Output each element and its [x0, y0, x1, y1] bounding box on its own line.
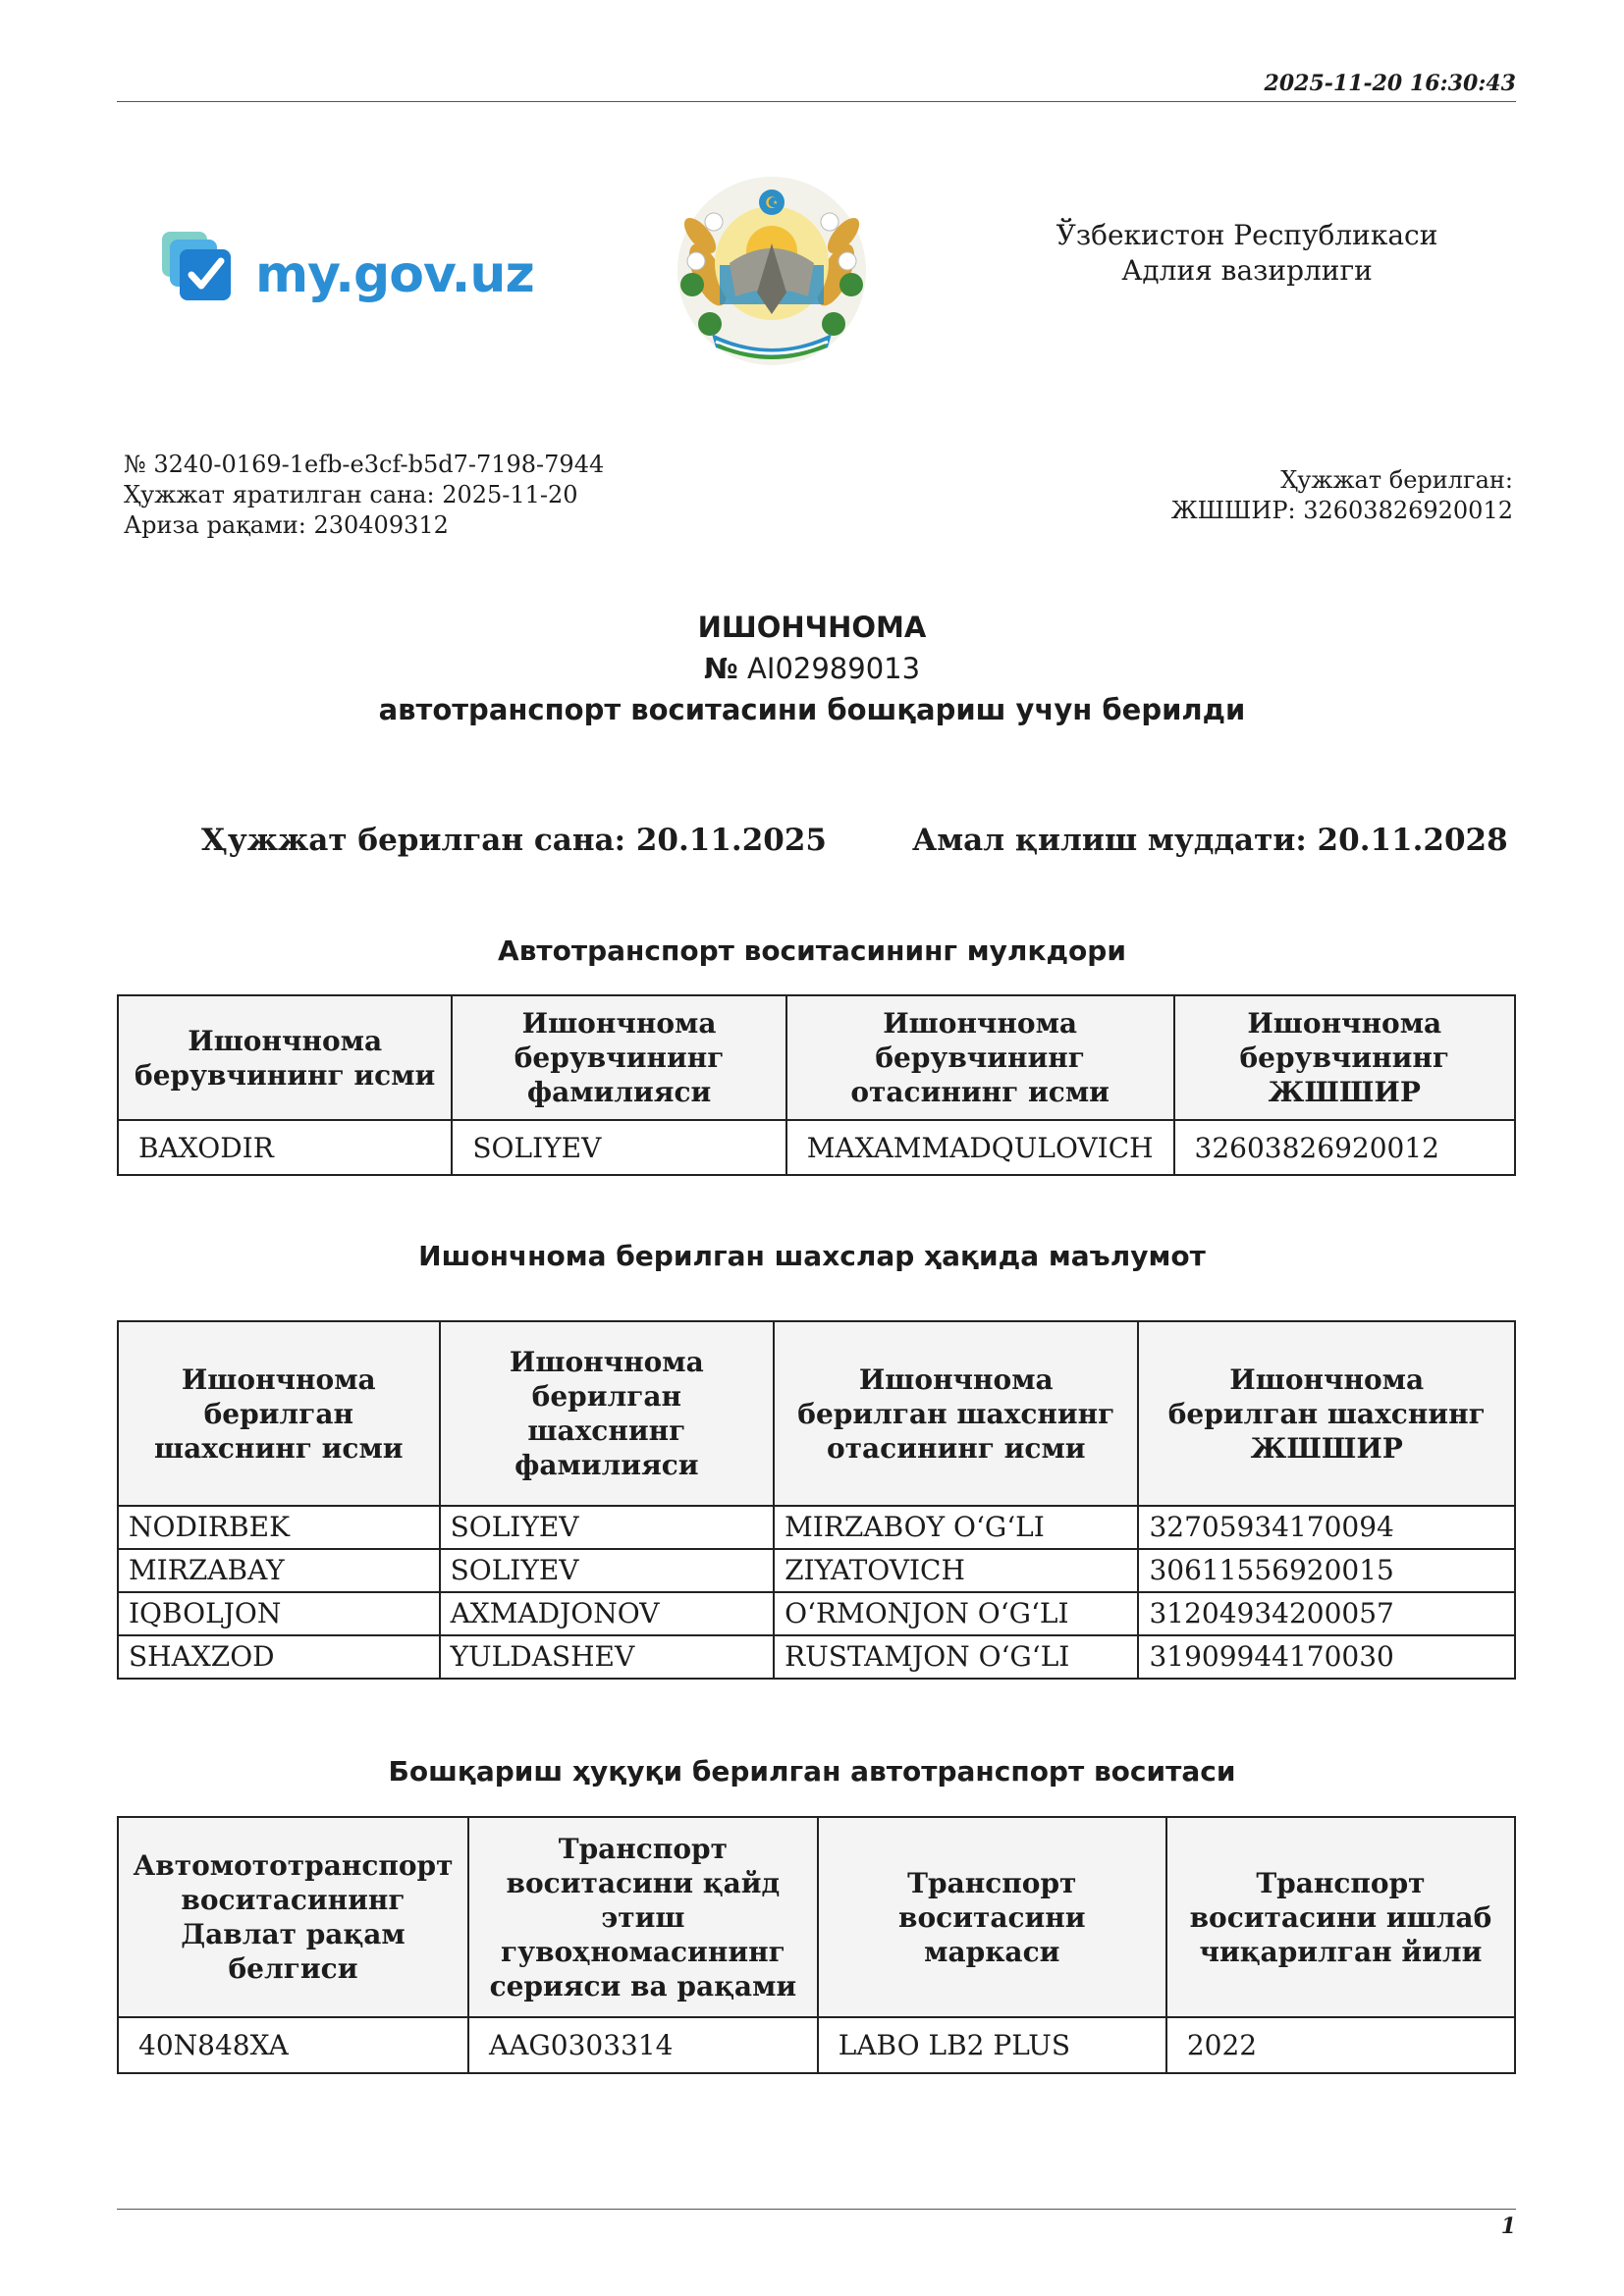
print-timestamp: 2025-11-20 16:30:43 — [1264, 71, 1516, 96]
issued-to-pinfl: ЖШШИР: 32603826920012 — [1170, 497, 1513, 524]
table-cell: AAG0303314 — [468, 2017, 818, 2073]
mygov-logo-text: my.gov.uz — [255, 245, 534, 304]
table-header-cell: Ишончнома берилган шахснинг ЖШШИР — [1138, 1321, 1515, 1506]
table-cell: 31204934200057 — [1138, 1592, 1515, 1635]
table-row — [118, 1635, 1515, 1679]
issue-date: Ҳужжат берилган сана: 20.11.2025 — [201, 823, 827, 858]
document-number-value: AI02989013 — [747, 652, 921, 685]
vehicle-table — [117, 1816, 1516, 2074]
header-rule — [117, 101, 1516, 102]
table-header-cell: Ишончнома берувчининг ЖШШИР — [1174, 995, 1515, 1120]
table-cell: 2022 — [1166, 2017, 1515, 2073]
table-row — [118, 2017, 1515, 2073]
table-cell: SOLIYEV — [452, 1120, 785, 1175]
footer-rule — [117, 2209, 1516, 2210]
table-cell: NODIRBEK — [118, 1506, 440, 1549]
document-title: ИШОНЧНОМА — [697, 611, 927, 644]
table-row — [118, 1506, 1515, 1549]
table-cell: SHAXZOD — [118, 1635, 440, 1679]
table-cell: SOLIYEV — [440, 1506, 775, 1549]
table-cell: ZIYATOVICH — [774, 1549, 1138, 1592]
table-header-cell: Транспорт воситасини қайд этиш гувоҳномасининг серияси ва рақами — [468, 1817, 818, 2017]
table-header-cell: Транспорт воситасини ишлаб чиқарилган йили — [1166, 1817, 1515, 2017]
table-cell: YULDASHEV — [440, 1635, 775, 1679]
table-row — [118, 1120, 1515, 1175]
table-header-cell: Ишончнома берилган шахснинг фамилияси — [440, 1321, 775, 1506]
table-header-cell: Ишончнома берувчининг исми — [118, 995, 452, 1120]
table-cell: MAXAMMADQULOVICH — [786, 1120, 1174, 1175]
persons-table — [117, 1320, 1516, 1680]
table-cell: MIRZABOY O‘G‘LI — [774, 1506, 1138, 1549]
table-cell: 32603826920012 — [1174, 1120, 1515, 1175]
document-subtitle: автотранспорт воситасини бошқариш учун берилди — [378, 693, 1246, 726]
table-header-row — [118, 1817, 1515, 2017]
number-sign: № — [703, 652, 738, 685]
issuing-authority-country: Ўзбекистон Республикаси — [1056, 219, 1438, 251]
page-number: 1 — [1500, 2214, 1516, 2239]
table-header-cell: Автомототранспорт воситасининг Давлат рақам белгиси — [118, 1817, 468, 2017]
table-cell: 40N848XA — [118, 2017, 468, 2073]
table-cell: BAXODIR — [118, 1120, 452, 1175]
table-cell: IQBOLJON — [118, 1592, 440, 1635]
document-number — [0, 648, 1624, 689]
table-cell: 30611556920015 — [1138, 1549, 1515, 1592]
table-cell: 31909944170030 — [1138, 1635, 1515, 1679]
table-cell: 32705934170094 — [1138, 1506, 1515, 1549]
table-cell: SOLIYEV — [440, 1549, 775, 1592]
table-header-cell: Транспорт воситасини маркаси — [818, 1817, 1166, 2017]
issuing-authority-ministry: Адлия вазирлиги — [1121, 254, 1373, 287]
checkmark-badge-icon — [162, 232, 241, 310]
table-header-row — [118, 995, 1515, 1120]
table-header-cell: Ишончнома берилган шахснинг исми — [118, 1321, 440, 1506]
table-header-cell: Ишончнома берилган шахснинг отасининг исми — [774, 1321, 1138, 1506]
svg-text:☪: ☪ — [764, 193, 780, 212]
document-created-date: Ҳужжат яратилган сана: 2025-11-20 — [124, 481, 578, 508]
valid-until-date: Амал қилиш муддати: 20.11.2028 — [912, 823, 1508, 858]
application-number: Ариза рақами: 230409312 — [124, 511, 449, 539]
table-cell: RUSTAMJON O‘G‘LI — [774, 1635, 1138, 1679]
table-cell: MIRZABAY — [118, 1549, 440, 1592]
table-row — [118, 1549, 1515, 1592]
owner-section-title: Автотранспорт воситасининг мулкдори — [498, 934, 1126, 967]
issuing-authority — [1001, 218, 1492, 289]
table-header-row — [118, 1321, 1515, 1506]
issued-to — [1171, 465, 1513, 526]
mygov-logo — [162, 224, 534, 312]
table-cell: AXMADJONOV — [440, 1592, 775, 1635]
document-id: № 3240-0169-1efb-e3cf-b5d7-7198-7944 — [124, 451, 605, 478]
table-cell: LABO LB2 PLUS — [818, 2017, 1166, 2073]
owner-table — [117, 994, 1516, 1176]
document-meta — [124, 450, 604, 541]
state-emblem-icon — [671, 167, 873, 369]
persons-section-title: Ишончнома берилган шахслар ҳақида маълумот — [418, 1240, 1206, 1272]
table-cell: O‘RMONJON O‘G‘LI — [774, 1592, 1138, 1635]
table-header-cell: Ишончнома берувчининг отасининг исми — [786, 995, 1174, 1120]
vehicle-section-title: Бошқариш ҳуқуқи берилган автотранспорт воситаси — [388, 1755, 1236, 1788]
issued-to-label: Ҳужжат берилган: — [1280, 466, 1513, 494]
table-header-cell: Ишончнома берувчининг фамилияси — [452, 995, 785, 1120]
table-row — [118, 1592, 1515, 1635]
